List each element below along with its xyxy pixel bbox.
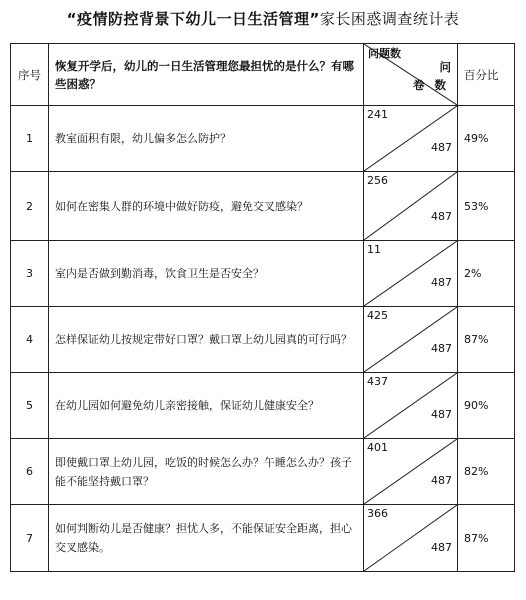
header-total-label-1: 问 — [439, 60, 451, 74]
row-pct: 82% — [458, 439, 515, 505]
row-diagonal-cell — [364, 439, 458, 505]
row-total: 487 — [431, 474, 452, 487]
header-question: 恢复开学后，幼儿的一日生活管理您最担忧的是什么？有哪些困惑？ — [49, 44, 364, 106]
header-count-label: 问题数 — [368, 47, 401, 60]
header-total-label-2: 卷 数 — [412, 78, 449, 92]
row-total: 487 — [431, 408, 452, 421]
row-diagonal-cell — [364, 505, 458, 572]
row-count: 256 — [367, 174, 388, 187]
row-total: 487 — [431, 541, 452, 554]
row-pct: 49% — [458, 106, 515, 172]
row-pct: 90% — [458, 373, 515, 439]
row-no: 4 — [11, 307, 49, 373]
row-no: 2 — [11, 172, 49, 241]
row-total: 487 — [431, 342, 452, 355]
row-diagonal-cell — [364, 106, 458, 172]
row-question: 室内是否做到勤消毒，饮食卫生是否安全？ — [49, 241, 364, 307]
table-row — [11, 439, 515, 505]
row-total: 487 — [431, 141, 452, 154]
row-diagonal-cell — [364, 172, 458, 241]
row-total: 487 — [431, 276, 452, 289]
row-count: 366 — [367, 507, 388, 520]
table-row — [11, 106, 515, 172]
table-row — [11, 241, 515, 307]
row-question: 即使戴口罩上幼儿园，吃饭的时候怎么办？午睡怎么办？孩子能不能坚持戴口罩？ — [49, 439, 364, 505]
row-question: 怎样保证幼儿按规定带好口罩？戴口罩上幼儿园真的可行吗？ — [49, 307, 364, 373]
table-header-row — [11, 44, 515, 106]
row-count: 425 — [367, 309, 388, 322]
row-pct: 53% — [458, 172, 515, 241]
row-no: 6 — [11, 439, 49, 505]
table-row — [11, 373, 515, 439]
page-title — [0, 8, 526, 29]
header-diagonal-cell — [364, 44, 458, 106]
row-no: 5 — [11, 373, 49, 439]
row-pct: 87% — [458, 505, 515, 572]
row-count: 437 — [367, 375, 388, 388]
row-no: 1 — [11, 106, 49, 172]
row-question: 如何在密集人群的环境中做好防疫，避免交叉感染？ — [49, 172, 364, 241]
table-row — [11, 505, 515, 572]
row-question: 在幼儿园如何避免幼儿亲密接触，保证幼儿健康安全？ — [49, 373, 364, 439]
row-no: 3 — [11, 241, 49, 307]
row-question: 教室面积有限，幼儿偏多怎么防护？ — [49, 106, 364, 172]
row-diagonal-cell — [364, 373, 458, 439]
title-rest: 家长困惑调查统计表 — [319, 10, 460, 28]
row-pct: 2% — [458, 241, 515, 307]
header-pct: 百分比 — [458, 44, 515, 106]
survey-table — [10, 43, 515, 572]
row-count: 241 — [367, 108, 388, 121]
row-count: 11 — [367, 243, 381, 256]
title-main: “疫情防控背景下幼儿一日生活管理” — [66, 10, 320, 28]
table-row — [11, 307, 515, 373]
row-diagonal-cell — [364, 307, 458, 373]
row-question: 如何判断幼儿是否健康？担忧人多，不能保证安全距离，担心交叉感染。 — [49, 505, 364, 572]
header-no: 序号 — [11, 44, 49, 106]
row-pct: 87% — [458, 307, 515, 373]
table-row — [11, 172, 515, 241]
row-diagonal-cell — [364, 241, 458, 307]
row-no: 7 — [11, 505, 49, 572]
row-total: 487 — [431, 210, 452, 223]
row-count: 401 — [367, 441, 388, 454]
